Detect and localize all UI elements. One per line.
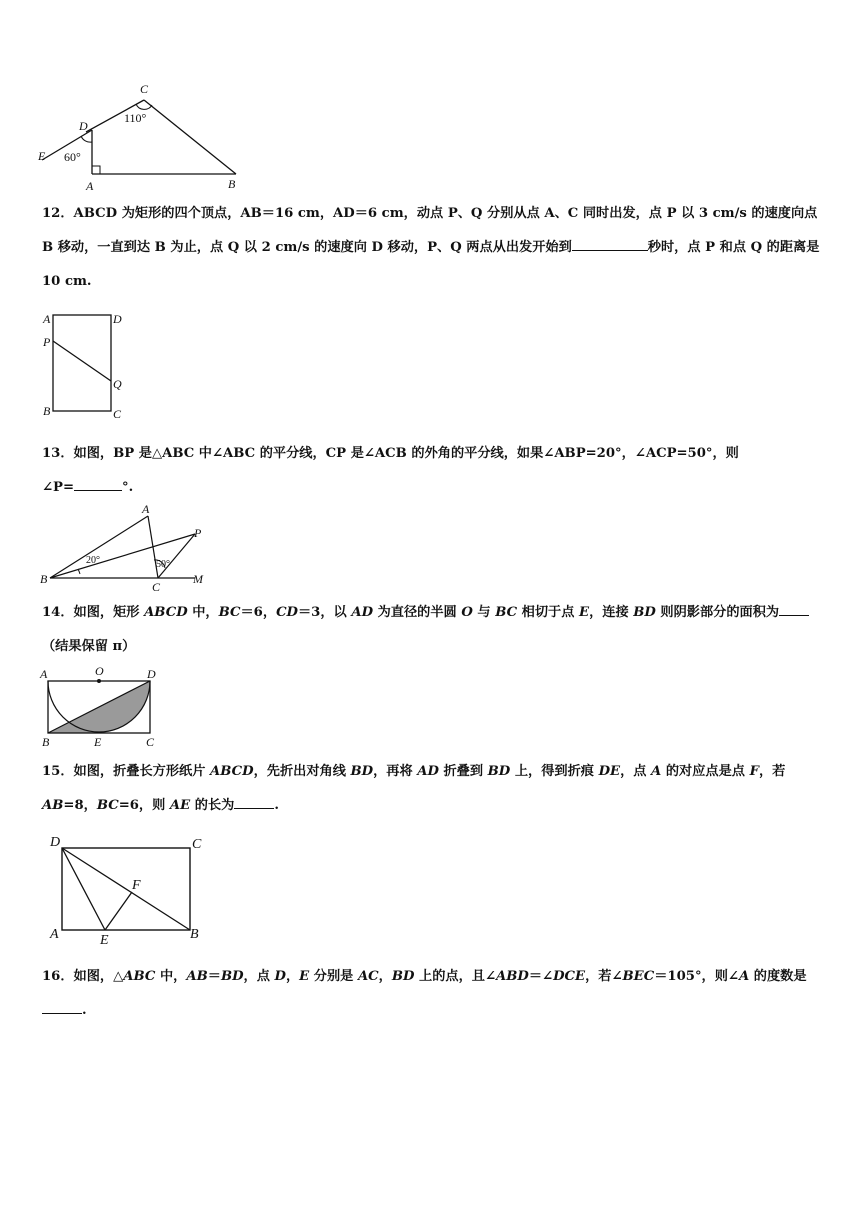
q14-text: 相切于点 <box>517 605 580 620</box>
q13-text-c: °. <box>122 480 134 495</box>
q15-abcd: ABCD <box>210 764 254 779</box>
q16-dce: DCE <box>553 969 586 984</box>
q16-text: 如图，△ <box>73 969 124 984</box>
q12-text-b: 秒时，点 P 和点 Q 的距离是 10 cm. <box>42 240 820 289</box>
q15-text: 的长为 <box>190 798 235 813</box>
question-16 <box>42 960 828 1028</box>
question-14 <box>42 596 828 664</box>
fold-label-e: E <box>100 933 109 948</box>
q14-e: E <box>579 605 590 620</box>
semi-label-c: C <box>146 735 155 749</box>
rect-label-c: C <box>113 407 122 421</box>
q16-text: 分别是 <box>309 969 358 984</box>
q15-text: . <box>274 798 279 813</box>
q15-bc: BC <box>96 798 119 813</box>
q12-text-a: ABCD 为矩形的四个顶点，AB＝16 cm，AD＝6 cm，动点 P、Q 分别从点 A、C 同时出发，点 P 以 3 cm/s 的速度向点 B 移动，一直到达 B 为止，点 Q 以 2 cm/s 的速度向 D 移动，P、Q 两点从出发开始到 <box>42 206 818 255</box>
rect-label-q: Q <box>113 377 122 391</box>
q13-figure <box>38 502 218 594</box>
label-c: C <box>140 82 149 96</box>
angle-c-label: 110° <box>124 111 147 125</box>
q14-text: ，连接 <box>589 605 634 620</box>
q15-f: F <box>749 764 759 779</box>
q14-bd: BD <box>633 605 656 620</box>
q15-text: ，再将 <box>373 764 418 779</box>
q16-text: ， <box>285 969 300 984</box>
q16-bec: BEC <box>622 969 655 984</box>
fold-label-d: D <box>50 835 61 850</box>
fold-label-f: F <box>132 878 141 893</box>
q15-answer-blank[interactable] <box>234 794 274 809</box>
q16-text: 上的点，且∠ <box>414 969 497 984</box>
q14-text: 为直径的半圆 <box>373 605 462 620</box>
q16-answer-blank[interactable] <box>42 999 82 1014</box>
q15-a: A <box>651 764 662 779</box>
q16-text: ，点 <box>243 969 275 984</box>
tri-label-m: M <box>193 572 203 586</box>
q16-text: ， <box>378 969 392 984</box>
q15-bd: BD <box>350 764 374 779</box>
fold-label-b: B <box>190 927 199 942</box>
angle-abp-label: 20° <box>86 555 100 566</box>
q13-number: 13． <box>42 446 74 461</box>
question-13 <box>42 437 828 505</box>
q16-text: 中， <box>155 969 187 984</box>
tri-label-p: P <box>194 526 202 540</box>
tri-label-a: A <box>142 502 150 516</box>
q14-bc: BC <box>495 605 518 620</box>
q16-abc: ABC <box>123 969 156 984</box>
q15-text: 的对应点是点 <box>661 764 750 779</box>
q15-text: ，若 <box>758 764 786 779</box>
q15-number: 15． <box>42 764 74 779</box>
q15-ad: AD <box>417 764 439 779</box>
semi-label-b: B <box>42 735 50 749</box>
q14-cd: CD <box>276 605 298 620</box>
semi-label-d: D <box>147 667 156 681</box>
label-d: D <box>79 119 88 133</box>
rect-label-p: P <box>43 335 51 349</box>
q16-number: 16． <box>42 969 74 984</box>
q16-text: ＝105°，则∠ <box>654 969 739 984</box>
q14-text: 中， <box>187 605 219 620</box>
label-b: B <box>228 177 236 191</box>
q15-text: ，点 <box>620 764 652 779</box>
q14-ad: AD <box>351 605 374 620</box>
q14-abcd: ABCD <box>144 605 188 620</box>
q16-ab: AB <box>186 969 208 984</box>
q16-e: E <box>299 969 310 984</box>
q16-bd: BD <box>391 969 415 984</box>
rect-label-a: A <box>43 312 51 326</box>
q16-a: A <box>738 969 750 984</box>
q15-de: DE <box>598 764 621 779</box>
semi-label-o: O <box>95 664 104 678</box>
q16-text: ＝∠ <box>528 969 554 984</box>
tri-label-c: C <box>152 580 161 594</box>
q13-answer-blank[interactable] <box>74 476 122 491</box>
q14-text: 则阴影部分的面积为 <box>655 605 780 620</box>
q14-o: O <box>461 605 473 620</box>
fold-label-a: A <box>50 927 59 942</box>
q12-answer-blank[interactable] <box>572 236 648 251</box>
q16-ac: AC <box>357 969 379 984</box>
q15-text: ，先折出对角线 <box>253 764 351 779</box>
q12-number: 12． <box>42 206 74 221</box>
q16-text: . <box>82 1003 87 1018</box>
q15-ae: AE <box>169 798 191 813</box>
tri-label-b: B <box>40 572 48 586</box>
question-15 <box>42 755 828 823</box>
q14-bc: BC <box>218 605 241 620</box>
q16-text: ＝ <box>207 969 221 984</box>
semi-label-a: A <box>40 667 48 681</box>
fold-label-c: C <box>192 837 202 852</box>
q14-number: 14． <box>42 605 74 620</box>
q15-text: 折叠到 <box>438 764 488 779</box>
question-12 <box>42 197 828 299</box>
label-a: A <box>86 179 94 193</box>
q16-bd: BD <box>220 969 244 984</box>
q15-bd: BD <box>487 764 511 779</box>
rect-label-b: B <box>43 404 51 418</box>
semi-label-e: E <box>94 735 102 749</box>
q16-text: 的度数是 <box>749 969 807 984</box>
q13-text-b: ∠P= <box>42 480 75 495</box>
label-e: E <box>38 149 46 163</box>
q15-text: 如图，折叠长方形纸片 <box>73 764 211 779</box>
q14-text: 如图，矩形 <box>73 605 145 620</box>
q15-figure <box>42 832 214 948</box>
angle-acp-label: 50° <box>156 559 170 570</box>
q15-text: =6，则 <box>118 798 170 813</box>
q16-d: D <box>274 969 286 984</box>
q11-figure <box>36 80 256 195</box>
q15-text: 上，得到折痕 <box>510 764 599 779</box>
q14-text: ＝6， <box>240 605 277 620</box>
q13-text-a: 如图，BP 是△ABC 中∠ABC 的平分线，CP 是∠ACB 的外角的平分线，如果∠ABP=20°，∠ACP=50°，则 <box>73 446 739 461</box>
q15-text: =8， <box>63 798 97 813</box>
q14-figure <box>38 664 168 750</box>
q14-answer-blank[interactable] <box>779 601 809 616</box>
q12-figure <box>40 308 140 423</box>
rect-label-d: D <box>113 312 122 326</box>
q16-text: ，若∠ <box>585 969 623 984</box>
q14-text: （结果保留 π） <box>42 639 136 654</box>
q14-text: ＝3，以 <box>298 605 352 620</box>
q16-abd: ABD <box>496 969 529 984</box>
q15-ab: AB <box>42 798 64 813</box>
q14-text: 与 <box>472 605 496 620</box>
angle-d-label: 60° <box>64 150 81 164</box>
